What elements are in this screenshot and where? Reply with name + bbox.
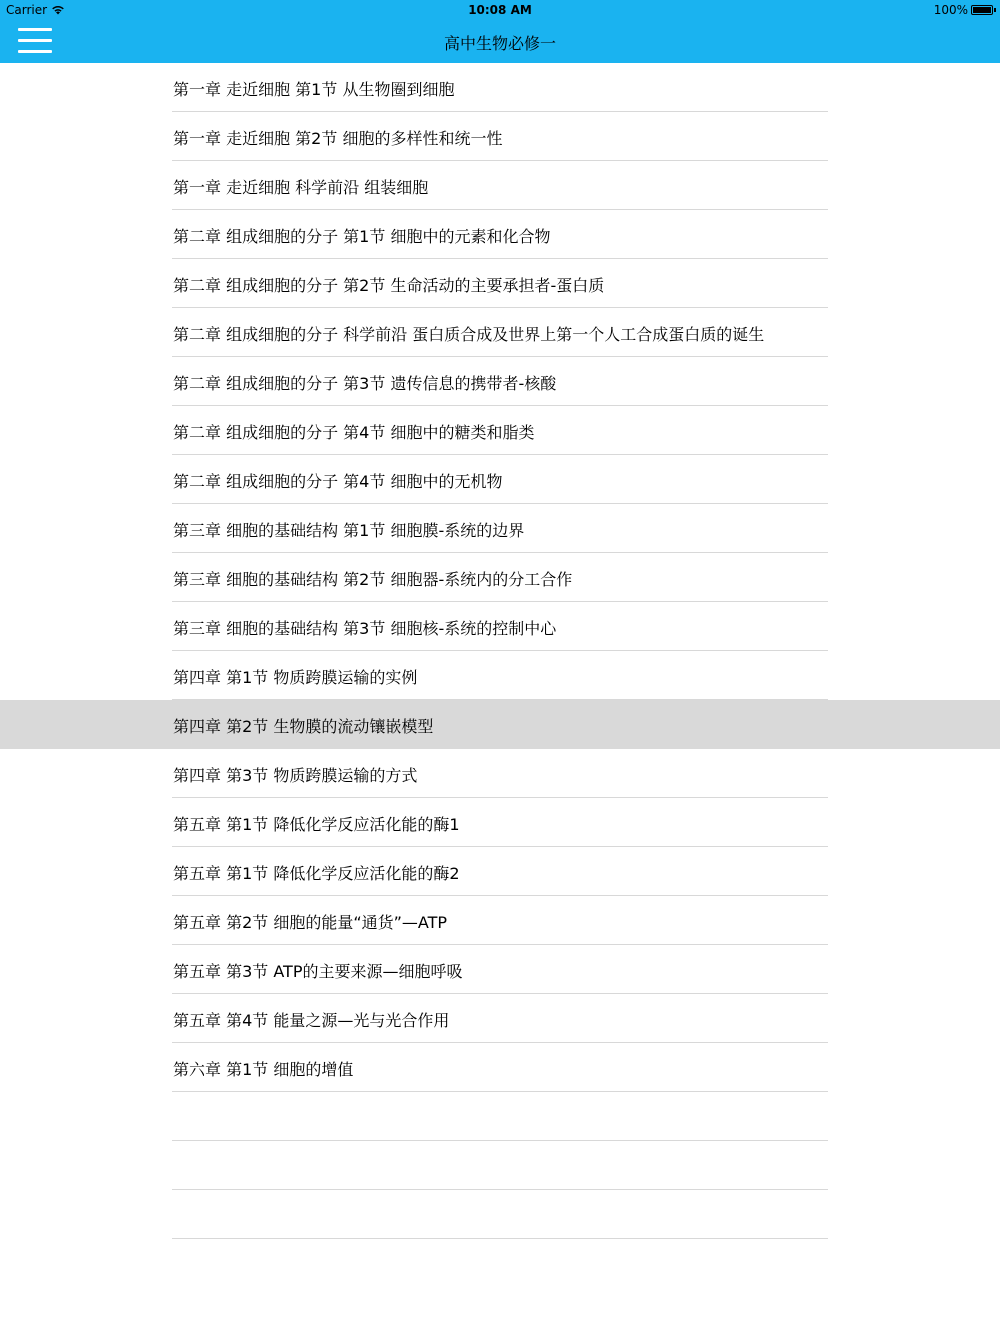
list-item-label: 第六章 第1节 细胞的增值 — [173, 1060, 354, 1079]
list-item[interactable] — [0, 308, 1000, 357]
list-item[interactable] — [0, 406, 1000, 455]
battery-icon — [971, 5, 993, 15]
navigation-bar — [0, 20, 1000, 63]
list-item-label: 第一章 走近细胞 第2节 细胞的多样性和统一性 — [173, 129, 503, 148]
list-item-label: 第二章 组成细胞的分子 第1节 细胞中的元素和化合物 — [173, 227, 551, 246]
list-item[interactable] — [0, 161, 1000, 210]
battery-percent: 100% — [933, 3, 968, 17]
chapter-list — [0, 63, 1000, 1239]
list-item[interactable] — [0, 553, 1000, 602]
list-item-label: 第五章 第1节 降低化学反应活化能的酶1 — [173, 815, 460, 834]
list-item[interactable] — [0, 896, 1000, 945]
battery-indicator — [934, 3, 996, 17]
list-item[interactable] — [0, 455, 1000, 504]
list-item[interactable] — [0, 847, 1000, 896]
carrier-label: Carrier — [6, 3, 48, 17]
list-item[interactable] — [0, 651, 1000, 700]
list-item-label: 第一章 走近细胞 第1节 从生物圈到细胞 — [173, 80, 455, 99]
list-item-label: 第五章 第3节 ATP的主要来源—细胞呼吸 — [173, 962, 463, 981]
list-item[interactable] — [0, 798, 1000, 847]
status-time: 10:08 AM — [468, 3, 532, 17]
list-item[interactable] — [0, 1190, 1000, 1239]
list-item-label: 第三章 细胞的基础结构 第2节 细胞器-系统内的分工合作 — [173, 570, 573, 589]
list-item-label: 第五章 第4节 能量之源—光与光合作用 — [173, 1011, 450, 1030]
list-item-label: 第一章 走近细胞 科学前沿 组装细胞 — [173, 178, 429, 197]
list-item[interactable] — [0, 700, 1000, 749]
list-item-label: 第二章 组成细胞的分子 第4节 细胞中的糖类和脂类 — [173, 423, 535, 442]
list-item[interactable] — [0, 63, 1000, 112]
list-item[interactable] — [0, 357, 1000, 406]
list-item-label: 第二章 组成细胞的分子 第2节 生命活动的主要承担者-蛋白质 — [173, 276, 605, 295]
status-bar — [0, 0, 1000, 20]
list-item-label: 第四章 第1节 物质跨膜运输的实例 — [173, 668, 418, 687]
list-item-label: 第五章 第1节 降低化学反应活化能的酶2 — [173, 864, 460, 883]
row-divider — [172, 1238, 828, 1239]
list-item[interactable] — [0, 259, 1000, 308]
list-item-label: 第四章 第3节 物质跨膜运输的方式 — [173, 766, 418, 785]
list-item[interactable] — [0, 504, 1000, 553]
list-item[interactable] — [0, 210, 1000, 259]
list-item-label: 第三章 细胞的基础结构 第1节 细胞膜-系统的边界 — [173, 521, 525, 540]
list-item[interactable] — [0, 1141, 1000, 1190]
battery-cap — [994, 8, 996, 12]
list-item[interactable] — [0, 945, 1000, 994]
list-item[interactable] — [0, 602, 1000, 651]
list-item-label: 第三章 细胞的基础结构 第3节 细胞核-系统的控制中心 — [173, 619, 557, 638]
list-item[interactable] — [0, 112, 1000, 161]
list-item[interactable] — [0, 1043, 1000, 1092]
list-item-label: 第五章 第2节 细胞的能量“通货”—ATP — [173, 913, 448, 932]
list-item[interactable] — [0, 1092, 1000, 1141]
list-item-label: 第四章 第2节 生物膜的流动镶嵌模型 — [173, 717, 434, 736]
list-item-label: 第二章 组成细胞的分子 科学前沿 蛋白质合成及世界上第一个人工合成蛋白质的诞生 — [173, 325, 765, 344]
list-item-label: 第二章 组成细胞的分子 第4节 细胞中的无机物 — [173, 472, 503, 491]
list-item-label: 第二章 组成细胞的分子 第3节 遗传信息的携带者-核酸 — [173, 374, 557, 393]
page-title: 高中生物必修一 — [443, 34, 556, 53]
list-item[interactable] — [0, 749, 1000, 798]
list-item[interactable] — [0, 994, 1000, 1043]
